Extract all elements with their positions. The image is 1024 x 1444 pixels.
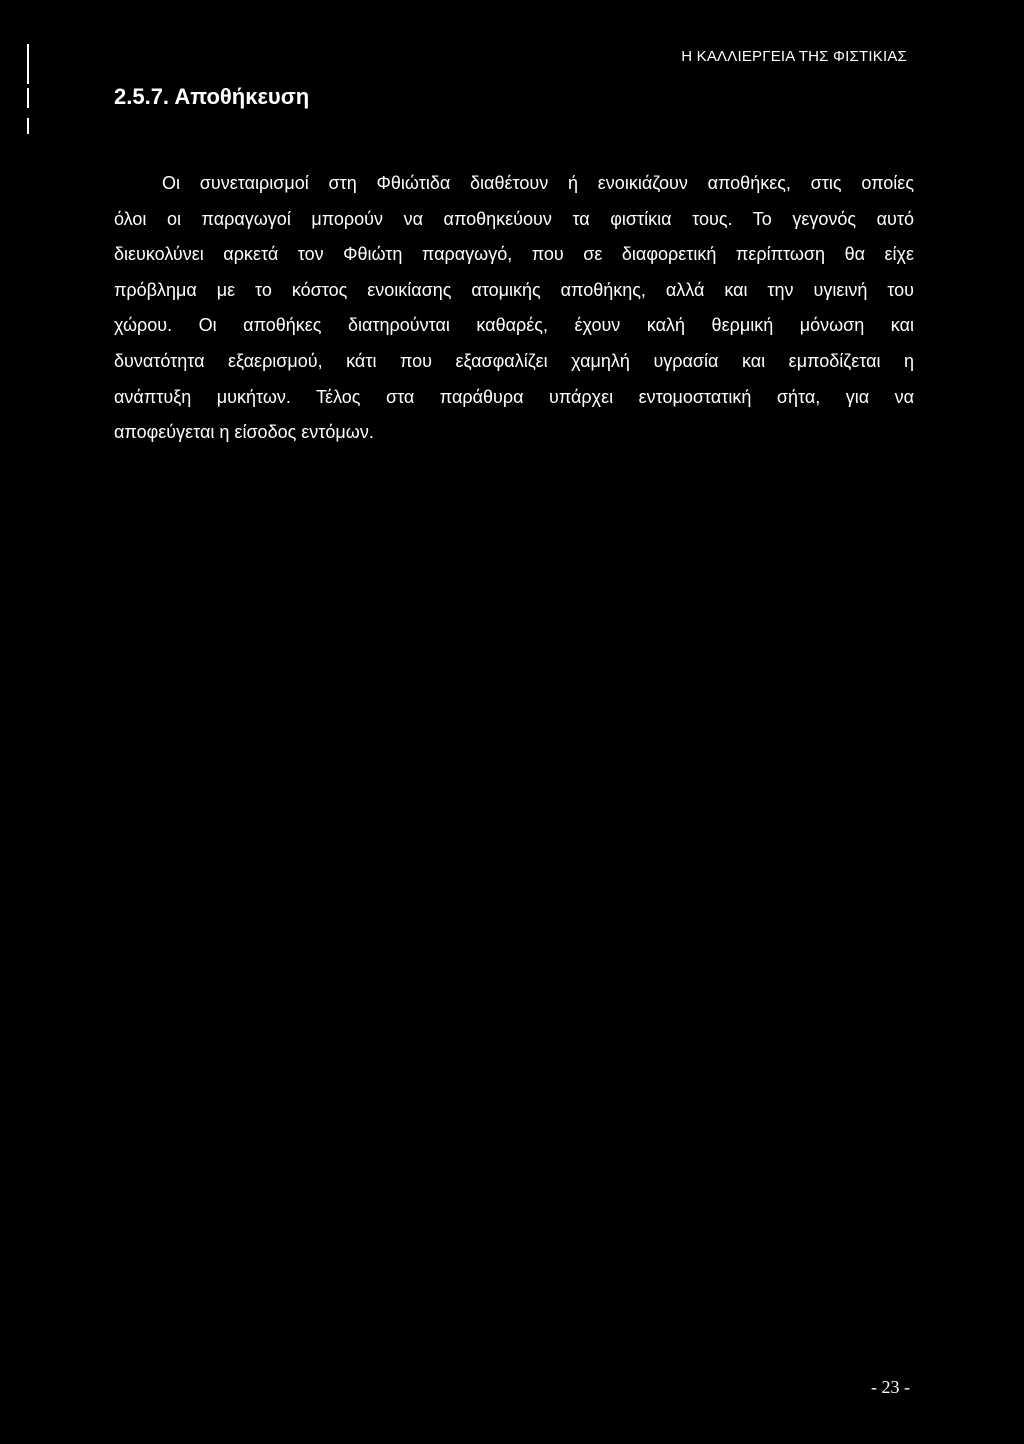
paragraph-line: όλοι οι παραγωγοί μπορούν να αποθηκεύουν τα φιστίκια τους. Το γεγονός αυτό (114, 208, 914, 229)
paragraph-line: διευκολύνει αρκετά τον Φθιώτη παραγωγό, που σε διαφορετική περίπτωση θα είχε (114, 244, 914, 265)
body-paragraph (114, 166, 914, 451)
paragraph-line: χώρου. Οι αποθήκες διατηρούνται καθαρές, έχουν καλή θερμική μόνωση και (114, 315, 914, 336)
paragraph-line: Οι συνεταιρισμοί στη Φθιώτιδα διαθέτουν ή ενοικιάζουν αποθήκες, στις οποίες (162, 173, 914, 193)
margin-mark (27, 88, 29, 108)
margin-mark (27, 118, 29, 134)
paragraph-line: δυνατότητα εξαερισμού, κάτι που εξασφαλίζει χαμηλή υγρασία και εμποδίζεται η (114, 350, 914, 371)
margin-mark (27, 44, 29, 84)
running-header: Η ΚΑΛΛΙΕΡΓΕΙΑ ΤΗΣ ΦΙΣΤΙΚΙΑΣ (681, 48, 907, 65)
paragraph-line: αποφεύγεται η είσοδος εντόμων. (114, 422, 374, 443)
section-title: 2.5.7. Αποθήκευση (114, 84, 310, 109)
paragraph-line: πρόβλημα με το κόστος ενοικίασης ατομικής αποθήκης, αλλά και την υγιεινή του (114, 279, 914, 300)
page-number: - 23 - (871, 1377, 910, 1397)
paragraph-line: ανάπτυξη μυκήτων. Τέλος στα παράθυρα υπάρχει εντομοστατική σήτα, για να (114, 386, 914, 407)
